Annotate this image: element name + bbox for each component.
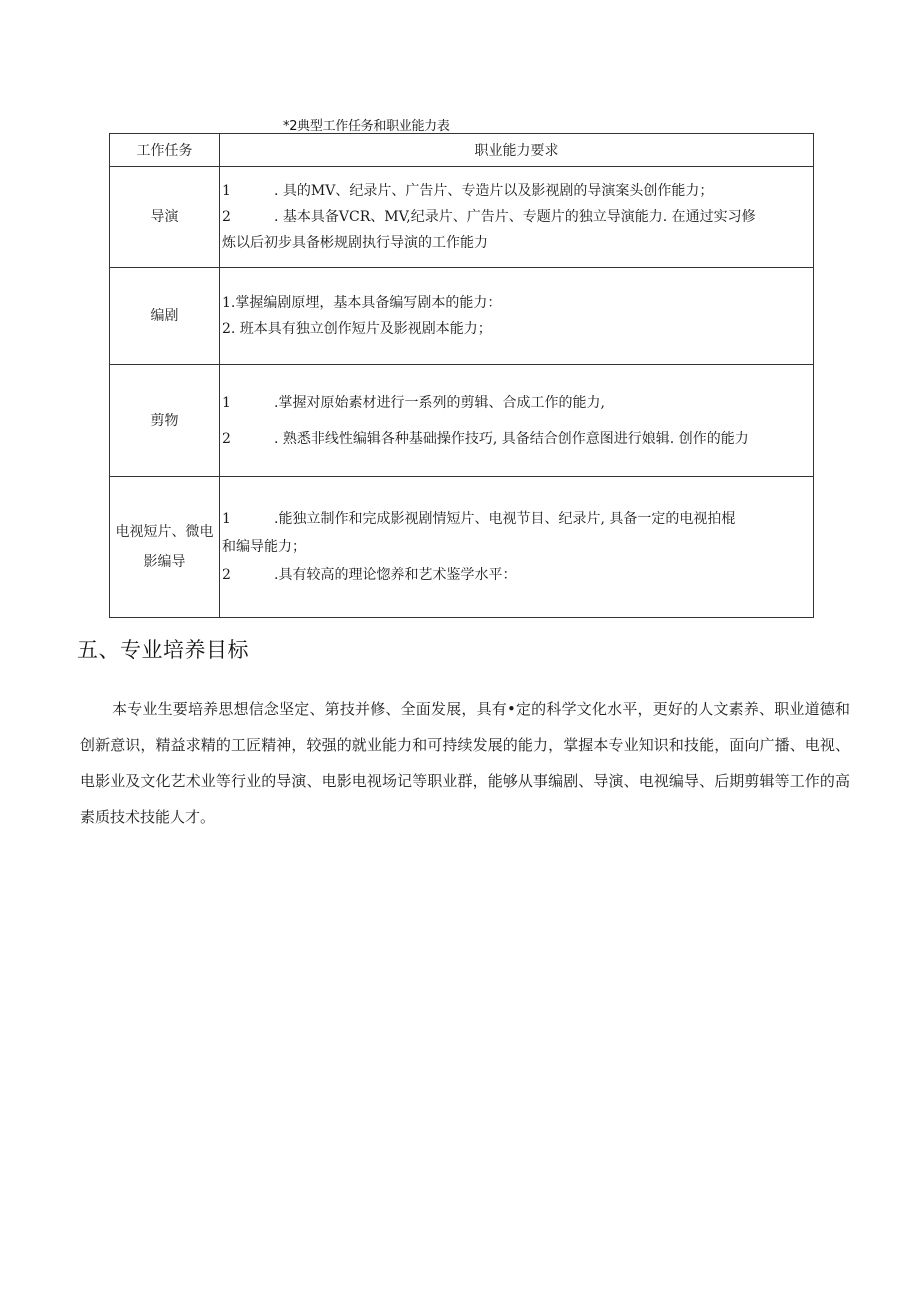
requirement-line: 1 . 具的MV、纪录片、广告片、专造片以及影视剧的导演案头创作能力； <box>222 183 714 199</box>
task-cell: 导演 <box>110 167 220 268</box>
requirement-cell <box>220 365 814 477</box>
header-requirement: 职业能力要求 <box>220 134 814 167</box>
requirement-line: 2 . 基本具备VCR、MV,纪录片、广告片、专题片的独立导演能力. 在通过实习修 <box>222 209 756 225</box>
requirement-line: 炼以后初步具备彬规剧执行导演的工作能力 <box>222 235 488 251</box>
header-task: 工作任务 <box>110 134 220 167</box>
ability-table <box>109 133 814 618</box>
requirement-line: 2 .具有较高的理论惚养和艺术鉴学水平： <box>222 567 517 583</box>
requirement-cell <box>220 268 814 365</box>
table-row <box>110 477 814 618</box>
table-row <box>110 268 814 365</box>
requirement-cell <box>220 477 814 618</box>
section-heading: 五、专业培养目标 <box>77 638 249 662</box>
task-cell: 剪物 <box>110 365 220 477</box>
requirement-cell <box>220 167 814 268</box>
table-row <box>110 365 814 477</box>
task-cell: 电视短片、微电影编导 <box>110 477 220 618</box>
requirement-line: 2 . 熟悉非线性编辑各种基础操作技巧, 具备结合创作意图进行娘辑. 创作的能力 <box>222 430 749 447</box>
requirement-line: 2. 班本具有独立创作短片及影视剧本能力； <box>222 321 492 337</box>
requirement-line: 和编导能力； <box>222 539 306 555</box>
table-row <box>110 167 814 268</box>
table-header-row <box>110 134 814 167</box>
task-cell: 编剧 <box>110 268 220 365</box>
body-paragraph: 本专业生要培养思想信念坚定、第技并修、全面发展，具有•定的科学文化水平，更好的人文素养、职业道德和创新意识，精益求精的工匠精神，较强的就业能力和可持续发展的能力，掌握本专业知识和技能，面向广播、电视、电影业及文化艺术业等行业的导演、电影电视场记等职业群，能够从事编剧、导演、电视编导、后期剪辑等工作的高素质技术技能人才。 <box>80 700 850 826</box>
table-caption: *2典型工作任务和职业能力表 <box>283 119 450 134</box>
requirement-line: 1 .掌握对原始素材进行一系列的剪辑、合成工作的能力, <box>222 394 605 411</box>
requirement-line: 1.掌握编剧原埋，基本具备编写剧本的能力： <box>222 295 502 311</box>
requirement-line: 1 .能独立制作和完成影视剧情短片、电视节目、纪录片, 具备一定的电视拍棍 <box>222 511 736 527</box>
